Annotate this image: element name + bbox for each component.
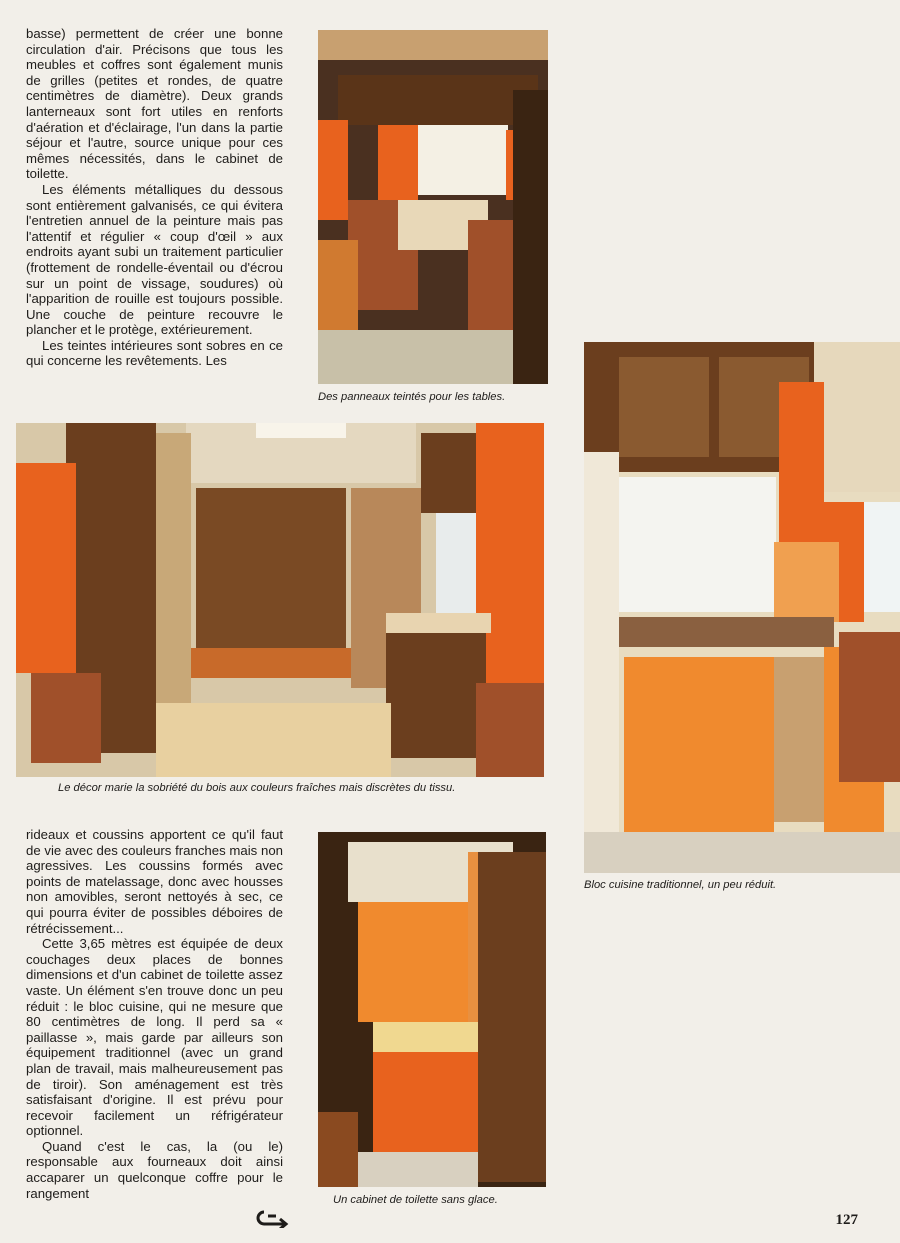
photo-kitchen <box>584 342 900 873</box>
paragraph: Les éléments métalliques du dessous sont entièrement galvanisés, ce qui évitera l'entretien annuel de la peinture mais pas l'attentif et régulier « coup d'œil » aux endroits ayant subi un traitement particulier (frottement de rondelle-éventail ou d'écrou sur un point de vissage, soudures) où l'apparition de rouille est toujours possible. Une couche de peinture recouvre le plancher et le protège, extérieurement. <box>26 181 283 338</box>
caption-kitchen: Bloc cuisine traditionnel, un peu réduit. <box>584 879 777 891</box>
paragraph: basse) permettent de créer une bonne circulation d'air. Précisons que tous les meubles et coffres sont également munis de grilles (petites et rondes, de quatre centimètres de diamètre). Deux grands lanterneaux sont fort utiles en renforts d'aération et d'éclairage, l'un dans la partie séjour et l'autre, source unique pour ces mêmes nécessités, dans le cabinet de toilette. <box>26 26 283 182</box>
caption-dining-table: Des panneaux teintés pour les tables. <box>318 391 506 403</box>
caption-interior: Le décor marie la sobriété du bois aux couleurs fraîches mais discrètes du tissu. <box>58 782 456 794</box>
paragraph: Quand c'est le cas, la (ou le) responsable aux fourneaux doit ainsi accaparer un quelconque coffre pour le rangement <box>26 1138 283 1201</box>
photo-interior <box>16 423 544 777</box>
continued-arrow-icon <box>254 1208 290 1228</box>
paragraph: rideaux et coussins apportent ce qu'il faut de vie avec des couleurs franches mais non agressives. Les coussins formés avec points de matelassage, donc avec housses non amovibles, seront nettoyés à sec, ce qui pourra éviter de possibles déboires de rétrécissement... <box>26 827 283 936</box>
paragraph: Les teintes intérieures sont sobres en ce qui concerne les revêtements. Les <box>26 337 283 369</box>
photo-dining-table <box>318 30 548 384</box>
caption-bathroom: Un cabinet de toilette sans glace. <box>333 1194 498 1206</box>
page-number: 127 <box>835 1212 858 1228</box>
article-column-1 <box>26 26 283 369</box>
paragraph: Cette 3,65 mètres est équipée de deux couchages deux places de bonnes dimensions et d'un cabinet de toilette assez vaste. Un élément s'en trouve donc un peu réduit : le bloc cuisine, qui ne mesure que 80 centimètres de long. Il perd sa « paillasse », mais garde par ailleurs son équipement traditionnel (avec un grand plan de travail, mais malheureusement pas de tiroir). Son aménagement est très satisfaisant d'origine. Il est prévu pour recevoir facilement un réfrigérateur optionnel. <box>26 936 283 1139</box>
photo-bathroom <box>318 832 546 1187</box>
article-column-2 <box>26 827 283 1201</box>
